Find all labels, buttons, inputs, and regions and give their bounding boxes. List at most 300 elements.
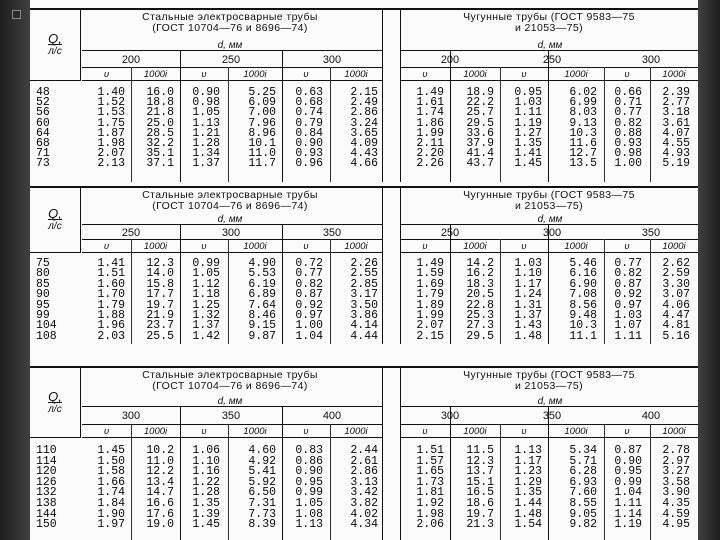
- velocity-column: [178, 88, 220, 170]
- table-cell: 10.3: [569, 319, 597, 333]
- table-cell: 25.0: [146, 116, 174, 130]
- table-cell: 13.5: [569, 157, 597, 171]
- table-cell: 3.24: [350, 116, 378, 130]
- table-cell: 19.0: [146, 518, 174, 532]
- column-divider: [330, 67, 331, 182]
- head-loss-column: [132, 88, 174, 170]
- velocity-header: υ: [624, 69, 630, 80]
- flow-rate-cell: 110: [36, 444, 57, 457]
- steel-pipes-title: Стальные электросварные трубы (ГОСТ 10704—76 и 8696—74): [142, 369, 318, 392]
- table-cell: 25.5: [146, 329, 174, 343]
- table-block-2: [30, 186, 698, 344]
- table-cell: 2.97: [662, 454, 690, 468]
- table-cell: 0.87: [295, 288, 323, 302]
- table-cell: 1.35: [192, 496, 220, 510]
- velocity-header: υ: [521, 241, 527, 252]
- table-cell: 0.90: [295, 136, 323, 150]
- table-cell: 4.92: [248, 454, 276, 468]
- table-cell: 4.47: [662, 308, 690, 322]
- head-loss-header: 1000і: [143, 241, 168, 252]
- table-cell: 1.48: [514, 329, 542, 343]
- flow-rate-header: [30, 368, 81, 438]
- diameter-value: 300: [542, 227, 562, 239]
- flow-rate-cell: 73: [36, 157, 50, 171]
- head-loss-column: [648, 88, 690, 170]
- table-cell: 1.29: [514, 475, 542, 489]
- velocity-header: υ: [303, 69, 309, 80]
- table-cell: 1.59: [416, 267, 444, 281]
- table-cell: 1.24: [514, 288, 542, 302]
- table-cell: 0.99: [192, 257, 220, 270]
- table-cell: 2.44: [350, 444, 378, 457]
- diameter-value: 250: [221, 54, 241, 66]
- velocity-column: [600, 446, 642, 531]
- diameter-value: 300: [322, 54, 342, 66]
- table-cell: 0.88: [614, 126, 642, 140]
- table-cell: 1.07: [614, 319, 642, 333]
- table-cell: 21.3: [466, 518, 494, 532]
- table-cell: 21.9: [146, 308, 174, 322]
- table-cell: 5.71: [569, 454, 597, 468]
- head-loss-column: [336, 259, 378, 342]
- table-cell: 1.69: [416, 277, 444, 291]
- flow-rate-label: Q,: [48, 31, 62, 46]
- diameter-value: 200: [121, 54, 141, 66]
- table-cell: 0.79: [295, 116, 323, 130]
- table-cell: 5.19: [662, 157, 690, 171]
- table-cell: 4.07: [662, 126, 690, 140]
- table-cell: 3.13: [350, 475, 378, 489]
- table-cell: 1.37: [192, 157, 220, 171]
- table-divider: [400, 188, 401, 344]
- table-cell: 1.25: [192, 298, 220, 312]
- table-cell: 1.79: [97, 298, 125, 312]
- table-cell: 0.92: [614, 288, 642, 302]
- table-cell: 19.7: [146, 298, 174, 312]
- flow-rate-cell: 132: [36, 486, 57, 500]
- table-cell: 43.7: [466, 157, 494, 171]
- column-divider: [330, 239, 331, 344]
- table-cell: 1.41: [514, 147, 542, 161]
- table-cell: 2.86: [350, 106, 378, 120]
- table-cell: 18.9: [466, 86, 494, 99]
- velocity-column: [178, 446, 220, 531]
- table-cell: 1.89: [416, 298, 444, 312]
- velocity-column: [178, 259, 220, 342]
- table-cell: 0.77: [614, 106, 642, 120]
- head-loss-column: [555, 88, 597, 170]
- header-rule: [82, 224, 382, 225]
- cast-iron-pipes-title: Чугунные трубы (ГОСТ 9583—75 и 21053—75): [463, 189, 635, 212]
- table-cell: 1.22: [192, 475, 220, 489]
- table-cell: 0.90: [192, 86, 220, 99]
- table-cell: 0.87: [614, 444, 642, 457]
- steel-pipes-title: Стальные электросварные трубы (ГОСТ 10704—76 и 8696—74): [142, 11, 318, 34]
- table-cell: 21.8: [146, 106, 174, 120]
- table-cell: 1.51: [416, 444, 444, 457]
- table-cell: 1.35: [514, 136, 542, 150]
- table-cell: 1.28: [192, 486, 220, 500]
- table-cell: 1.51: [97, 267, 125, 281]
- flow-rate-cell: 52: [36, 96, 50, 110]
- table-cell: 4.95: [662, 518, 690, 532]
- table-cell: 11.5: [466, 444, 494, 457]
- flow-rate-label: Q,: [48, 206, 62, 221]
- table-cell: 1.00: [295, 319, 323, 333]
- velocity-header: υ: [201, 241, 207, 252]
- table-cell: 7.96: [248, 116, 276, 130]
- table-cell: 14.2: [466, 257, 494, 270]
- table-cell: 18.6: [466, 496, 494, 510]
- table-cell: 3.50: [350, 298, 378, 312]
- table-cell: 0.97: [295, 308, 323, 322]
- table-cell: 7.08: [569, 288, 597, 302]
- table-cell: 5.41: [248, 465, 276, 479]
- table-cell: 16.0: [146, 86, 174, 99]
- table-cell: 1.42: [192, 329, 220, 343]
- table-cell: 0.99: [295, 486, 323, 500]
- table-cell: 1.74: [97, 486, 125, 500]
- velocity-column: [281, 88, 323, 170]
- velocity-column: [281, 446, 323, 531]
- diameter-label-cast-iron: d, мм: [537, 396, 563, 407]
- velocity-header: υ: [521, 69, 527, 80]
- head-loss-header: 1000і: [344, 69, 368, 80]
- table-cell: 12.2: [146, 465, 174, 479]
- table-cell: 17.7: [146, 288, 174, 302]
- table-cell: 1.57: [416, 454, 444, 468]
- table-cell: 11.0: [248, 147, 276, 161]
- table-cell: 5.53: [248, 267, 276, 281]
- flow-rate-header: [30, 10, 81, 81]
- table-cell: 11.0: [146, 454, 174, 468]
- diameter-value: 300: [121, 410, 141, 422]
- flow-rate-cell: 68: [36, 136, 50, 150]
- table-cell: 1.00: [614, 157, 642, 171]
- table-cell: 0.95: [614, 465, 642, 479]
- table-cell: 1.45: [97, 444, 125, 457]
- table-cell: 3.07: [662, 288, 690, 302]
- diameter-label-steel: d, мм: [217, 40, 243, 51]
- table-cell: 0.90: [295, 465, 323, 479]
- head-loss-column: [452, 446, 494, 531]
- table-cell: 1.90: [97, 507, 125, 521]
- table-cell: 17.6: [146, 507, 174, 521]
- table-cell: 6.99: [569, 96, 597, 110]
- table-cell: 8.03: [569, 106, 597, 120]
- table-cell: 8.39: [248, 518, 276, 532]
- slide-frame-left: [0, 0, 30, 540]
- table-cell: 4.60: [248, 444, 276, 457]
- table-cell: 18.3: [466, 277, 494, 291]
- header-rule: [400, 252, 698, 253]
- table-cell: 5.34: [569, 444, 597, 457]
- table-cell: 1.88: [97, 308, 125, 322]
- velocity-column: [402, 259, 444, 342]
- table-cell: 0.97: [614, 298, 642, 312]
- table-cell: 6.28: [569, 465, 597, 479]
- table-cell: 2.11: [416, 136, 444, 150]
- table-block-3: [30, 366, 698, 540]
- table-cell: 0.74: [295, 106, 323, 120]
- head-loss-column: [234, 259, 276, 342]
- table-cell: 4.43: [350, 147, 378, 161]
- flow-rate-cell: 75: [36, 257, 50, 270]
- velocity-column: [500, 259, 542, 342]
- flow-rate-cell: 126: [36, 475, 57, 489]
- velocity-header: υ: [103, 426, 110, 437]
- table-cell: 1.45: [192, 518, 220, 532]
- diameter-value: 200: [440, 54, 460, 66]
- flow-rate-cell: 150: [36, 518, 57, 532]
- table-cell: 7.60: [569, 486, 597, 500]
- head-loss-column: [452, 259, 494, 342]
- table-cell: 1.45: [514, 157, 542, 171]
- flow-rate-column: [36, 259, 57, 342]
- velocity-column: [83, 446, 125, 531]
- table-cell: 25.3: [466, 308, 494, 322]
- table-cell: 3.42: [350, 486, 378, 500]
- flow-rate-unit: л/с: [48, 403, 62, 415]
- table-cell: 0.98: [614, 147, 642, 161]
- table-cell: 6.90: [569, 277, 597, 291]
- velocity-column: [500, 446, 542, 531]
- table-cell: 0.66: [614, 86, 642, 99]
- header-rule: [400, 50, 698, 51]
- steel-pipes-title: Стальные электросварные трубы (ГОСТ 10704—76 и 8696—74): [142, 189, 318, 212]
- velocity-column: [402, 88, 444, 170]
- header-rule: [82, 80, 382, 81]
- header-rule: [400, 239, 698, 240]
- flow-rate-cell: 114: [36, 454, 57, 468]
- table-cell: 1.96: [97, 319, 125, 333]
- table-cell: 0.99: [614, 475, 642, 489]
- table-cell: 1.32: [192, 308, 220, 322]
- table-cell: 0.77: [614, 257, 642, 270]
- table-block-1: [30, 8, 698, 182]
- velocity-header: υ: [201, 69, 207, 80]
- table-cell: 1.10: [514, 267, 542, 281]
- head-loss-column: [234, 88, 276, 170]
- table-cell: 22.8: [466, 298, 494, 312]
- flow-rate-cell: 71: [36, 147, 50, 161]
- flow-rate-cell: 120: [36, 465, 57, 479]
- table-cell: 1.03: [614, 308, 642, 322]
- table-cell: 1.05: [192, 267, 220, 281]
- velocity-column: [83, 259, 125, 342]
- table-cell: 3.65: [350, 126, 378, 140]
- velocity-column: [500, 88, 542, 170]
- table-cell: 1.04: [614, 486, 642, 500]
- table-cell: 5.25: [248, 86, 276, 99]
- table-cell: 1.84: [97, 496, 125, 510]
- diameter-value: 300: [440, 410, 460, 422]
- diameter-value: 400: [322, 410, 342, 422]
- table-cell: 3.90: [662, 486, 690, 500]
- header-rule: [82, 67, 382, 68]
- table-cell: 2.39: [662, 86, 690, 99]
- diameter-value: 250: [542, 54, 562, 66]
- table-cell: 3.61: [662, 116, 690, 130]
- table-cell: 1.39: [192, 507, 220, 521]
- table-cell: 4.59: [662, 507, 690, 521]
- table-cell: 6.89: [248, 288, 276, 302]
- table-cell: 4.34: [350, 518, 378, 532]
- head-loss-header: 1000і: [463, 426, 487, 437]
- table-cell: 7.31: [248, 496, 276, 510]
- velocity-header: υ: [422, 426, 428, 437]
- velocity-column: [600, 259, 642, 342]
- head-loss-header: 1000і: [662, 69, 686, 80]
- head-loss-header: 1000і: [662, 426, 686, 437]
- table-cell: 1.44: [514, 496, 542, 510]
- table-cell: 1.49: [416, 86, 444, 99]
- table-cell: 0.86: [295, 454, 323, 468]
- table-cell: 6.09: [248, 96, 276, 110]
- table-cell: 9.82: [569, 518, 597, 532]
- table-cell: 0.82: [295, 277, 323, 291]
- table-cell: 1.99: [416, 308, 444, 322]
- flow-rate-cell: 95: [36, 298, 50, 312]
- diameter-value: 350: [322, 227, 342, 239]
- column-divider: [228, 67, 229, 182]
- head-loss-header: 1000і: [564, 69, 588, 80]
- table-cell: 2.49: [350, 96, 378, 110]
- header-rule: [400, 80, 698, 81]
- table-cell: 6.50: [248, 486, 276, 500]
- table-cell: 1.34: [192, 147, 220, 161]
- flow-rate-cell: 104: [36, 319, 57, 333]
- flow-rate-label: Q,: [48, 388, 62, 404]
- table-cell: 1.27: [514, 126, 542, 140]
- table-cell: 1.04: [295, 329, 323, 343]
- flow-rate-unit: л/с: [48, 221, 62, 232]
- table-cell: 0.92: [295, 298, 323, 312]
- table-cell: 4.66: [350, 157, 378, 171]
- table-cell: 2.13: [97, 157, 125, 171]
- table-cell: 33.6: [466, 126, 494, 140]
- table-cell: 12.7: [569, 147, 597, 161]
- table-cell: 2.15: [350, 86, 378, 99]
- table-cell: 1.16: [192, 465, 220, 479]
- table-cell: 1.10: [192, 454, 220, 468]
- table-cell: 5.92: [248, 475, 276, 489]
- table-cell: 2.07: [97, 147, 125, 161]
- table-cell: 15.1: [466, 475, 494, 489]
- table-cell: 0.68: [295, 96, 323, 110]
- table-cell: 7.73: [248, 507, 276, 521]
- table-cell: 9.13: [569, 116, 597, 130]
- slide-frame-right: [698, 0, 720, 540]
- diameter-label-steel: d, мм: [217, 396, 243, 407]
- table-cell: 2.03: [97, 329, 125, 343]
- table-cell: 32.2: [146, 136, 174, 150]
- table-cell: 10.1: [248, 136, 276, 150]
- table-cell: 2.62: [662, 257, 690, 270]
- header-rule: [82, 406, 382, 407]
- table-cell: 14.0: [146, 267, 174, 281]
- velocity-header: υ: [303, 241, 309, 252]
- flow-rate-cell: 80: [36, 267, 50, 281]
- flow-rate-cell: 48: [36, 86, 50, 99]
- flow-rate-cell: 138: [36, 496, 57, 510]
- table-cell: 4.81: [662, 319, 690, 333]
- table-cell: 2.55: [350, 267, 378, 281]
- table-divider: [382, 188, 383, 344]
- header-rule: [82, 437, 382, 438]
- table-cell: 1.03: [514, 257, 542, 270]
- table-cell: 29.5: [466, 329, 494, 343]
- header-rule: [82, 252, 382, 253]
- table-cell: 13.4: [146, 475, 174, 489]
- table-cell: 20.5: [466, 288, 494, 302]
- head-loss-column: [555, 259, 597, 342]
- table-cell: 0.77: [295, 267, 323, 281]
- table-cell: 14.7: [146, 486, 174, 500]
- flow-rate-unit: л/с: [48, 46, 62, 57]
- table-cell: 1.17: [514, 454, 542, 468]
- table-cell: 1.73: [416, 475, 444, 489]
- table-cell: 22.2: [466, 96, 494, 110]
- table-cell: 9.05: [569, 507, 597, 521]
- table-cell: 1.81: [416, 486, 444, 500]
- table-cell: 6.93: [569, 475, 597, 489]
- table-cell: 28.5: [146, 126, 174, 140]
- table-cell: 1.19: [614, 518, 642, 532]
- column-divider: [330, 424, 331, 540]
- table-cell: 10.2: [146, 444, 174, 457]
- table-cell: 1.75: [97, 116, 125, 130]
- table-divider: [382, 368, 383, 540]
- table-cell: 16.5: [466, 486, 494, 500]
- table-cell: 1.65: [416, 465, 444, 479]
- table-cell: 8.96: [248, 126, 276, 140]
- table-cell: 2.77: [662, 96, 690, 110]
- table-cell: 4.44: [350, 329, 378, 343]
- table-cell: 1.31: [514, 298, 542, 312]
- table-cell: 0.72: [295, 257, 323, 270]
- velocity-column: [600, 88, 642, 170]
- header-rule: [400, 406, 698, 407]
- table-cell: 16.6: [146, 496, 174, 510]
- diameter-value: 350: [641, 227, 661, 239]
- table-cell: 0.82: [614, 116, 642, 130]
- table-cell: 0.63: [295, 86, 323, 99]
- table-cell: 35.1: [146, 147, 174, 161]
- flow-rate-cell: 60: [36, 116, 50, 130]
- table-cell: 11.1: [569, 329, 597, 343]
- table-cell: 1.37: [192, 319, 220, 333]
- head-loss-header: 1000і: [564, 426, 588, 437]
- diameter-value: 350: [542, 410, 562, 422]
- head-loss-header: 1000і: [662, 241, 686, 252]
- velocity-header: υ: [303, 426, 309, 437]
- table-cell: 37.9: [466, 136, 494, 150]
- table-cell: 11.6: [569, 136, 597, 150]
- head-loss-column: [555, 446, 597, 531]
- table-cell: 8.55: [569, 496, 597, 510]
- table-cell: 18.8: [146, 96, 174, 110]
- table-cell: 3.82: [350, 496, 378, 510]
- table-cell: 0.96: [295, 157, 323, 171]
- table-cell: 1.48: [514, 507, 542, 521]
- head-loss-header: 1000і: [463, 69, 487, 80]
- table-cell: 1.79: [416, 288, 444, 302]
- table-cell: 1.58: [97, 465, 125, 479]
- velocity-header: υ: [103, 69, 110, 80]
- table-cell: 2.20: [416, 147, 444, 161]
- table-cell: 8.46: [248, 308, 276, 322]
